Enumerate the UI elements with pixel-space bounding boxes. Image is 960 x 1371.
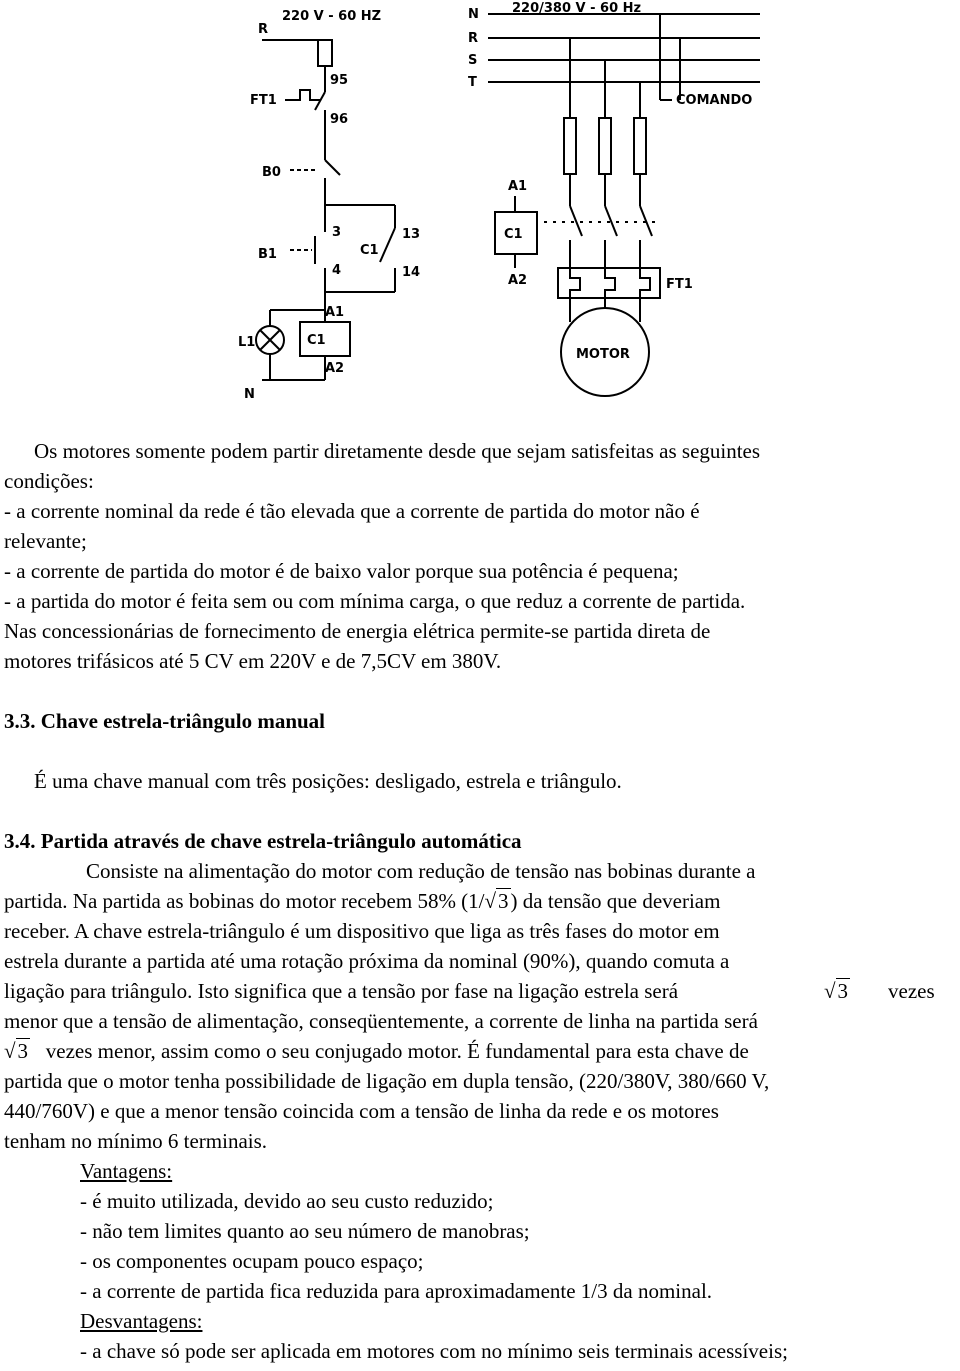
heading-3-3: 3.3. Chave estrela-triângulo manual <box>4 709 326 733</box>
wiring-diagram <box>0 0 960 410</box>
button-b0-label: B0 <box>262 165 281 180</box>
para4-line8: partida que o motor tenha possibilidade de ligação em dupla tensão, (220/380V, 380/660 V, <box>4 1069 770 1093</box>
button-b1-label: B1 <box>258 247 277 262</box>
contact-4: 4 <box>332 263 342 278</box>
para4-line7 <box>4 1036 956 1066</box>
para1-line4: relevante; <box>4 529 87 553</box>
motor-label: MOTOR <box>576 347 630 362</box>
right-line-r: R <box>468 31 479 46</box>
coil-a1-label: A1 <box>325 305 345 320</box>
para4-line7-b: vezes menor, assim como o seu conjugado motor. É fundamental para esta chave de <box>45 1039 749 1063</box>
contact-13: 13 <box>402 227 421 242</box>
coil-c1-label: C1 <box>307 333 326 348</box>
aux-contact-c1-label: C1 <box>360 243 379 258</box>
para1-line3: - a corrente nominal da rede é tão elevada que a corrente de partida do motor não é <box>4 499 700 523</box>
advantage-1: - é muito utilizada, devido ao seu custo reduzido; <box>80 1189 494 1213</box>
power-circuit <box>488 14 760 396</box>
left-supply-label: 220 V - 60 HZ <box>282 9 382 24</box>
disadvantage-1: - a chave só pode ser aplicada em motores com no mínimo seis terminais acessíveis; <box>80 1339 788 1363</box>
left-line-r: R <box>258 22 269 37</box>
para1-line5: - a corrente de partida do motor é de baixo valor porque sua potência é pequena; <box>4 559 679 583</box>
para4-line2-a: partida. Na partida as bobinas do motor recebem 58% (1/ <box>4 889 485 913</box>
contact-95: 95 <box>330 73 349 88</box>
para1-line2: condições: <box>4 469 94 493</box>
heading-3-4: 3.4. Partida através de chave estrela-triângulo automática <box>4 829 522 853</box>
right-supply-label: 220/380 V - 60 Hz <box>512 1 642 16</box>
comando-label: COMANDO <box>676 93 753 108</box>
advantage-3: - os componentes ocupam pouco espaço; <box>80 1249 424 1273</box>
contact-96: 96 <box>330 112 349 127</box>
para4-line2-b: ) da tensão que deveriam <box>510 889 721 913</box>
right-line-n: N <box>468 7 479 22</box>
right-coil-c1-label: C1 <box>504 227 523 242</box>
para4-line5 <box>4 976 956 1006</box>
para2-line1: Nas concessionárias de fornecimento de energia elétrica permite-se partida direta de <box>4 619 711 643</box>
sqrt-symbol: √3 <box>484 889 509 913</box>
right-coil-a1-label: A1 <box>508 179 528 194</box>
para4-line10: tenham no mínimo 6 terminais. <box>4 1129 268 1153</box>
para4-line3: receber. A chave estrela-triângulo é um dispositivo que liga as três fases do motor em <box>4 919 720 943</box>
para3: É uma chave manual com três posições: desligado, estrela e triângulo. <box>34 769 622 793</box>
sqrt-symbol: √3 <box>4 1039 29 1063</box>
para4-line1: Consiste na alimentação do motor com redução de tensão nas bobinas durante a <box>86 859 756 883</box>
para4-line4: estrela durante a partida até uma rotação próxima da nominal (90%), quando comuta a <box>4 949 730 973</box>
advantage-2: - não tem limites quanto ao seu número de manobras; <box>80 1219 530 1243</box>
right-line-t: T <box>468 75 477 90</box>
left-line-n: N <box>244 387 255 402</box>
advantage-4: - a corrente de partida fica reduzida para aproximadamente 1/3 da nominal. <box>80 1279 713 1303</box>
para4-line9: 440/760V) e que a menor tensão coincida com a tensão de linha da rede e os motores <box>4 1099 719 1123</box>
para2-line2: motores trifásicos até 5 CV em 220V e de 7,5CV em 380V. <box>4 649 502 673</box>
right-coil-a2-label: A2 <box>508 273 528 288</box>
para4-line5-b: vezes <box>888 979 935 1003</box>
advantages-title: Vantagens: <box>80 1159 173 1183</box>
disadvantages-title: Desvantagens: <box>80 1309 203 1333</box>
para4-line6: menor que a tensão de alimentação, conseqüentemente, a corrente de linha na partida será <box>4 1009 758 1033</box>
command-circuit <box>256 40 395 380</box>
contact-14: 14 <box>402 265 421 280</box>
para1-line1: Os motores somente podem partir diretamente desde que sejam satisfeitas as seguintes <box>34 439 761 463</box>
right-ft1-label: FT1 <box>666 277 693 292</box>
para1-line6: - a partida do motor é feita sem ou com mínima carga, o que reduz a corrente de partida. <box>4 589 746 613</box>
sqrt-symbol: √3 <box>824 979 849 1003</box>
coil-a2-label: A2 <box>325 361 345 376</box>
para4-line5-a: ligação para triângulo. Isto significa que a tensão por fase na ligação estrela será <box>4 979 679 1003</box>
contact-3: 3 <box>332 225 342 240</box>
para4-line2 <box>4 886 956 916</box>
lamp-l1-label: L1 <box>238 335 256 350</box>
overload-ft1-label: FT1 <box>250 93 277 108</box>
right-line-s: S <box>468 53 478 68</box>
